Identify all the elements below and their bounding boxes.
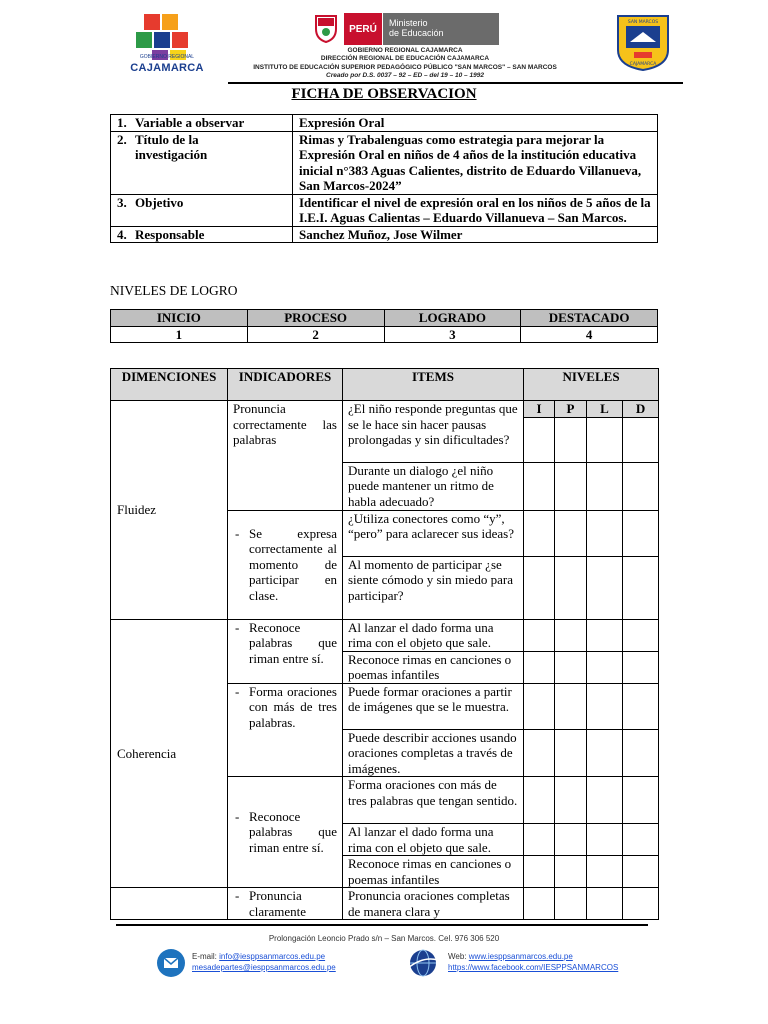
info-label: Variable a observar bbox=[135, 115, 245, 130]
indicator-cell bbox=[228, 619, 343, 683]
dimension-fluidez: Fluidez bbox=[111, 401, 228, 620]
header-line-3: INSTITUTO DE EDUCACIÓN SUPERIOR PEDAGÓGICO PÚBLICO "SAN MARCOS" – SAN MARCOS bbox=[253, 64, 557, 71]
header-line-1: GOBIERNO REGIONAL CAJAMARCA bbox=[347, 47, 463, 54]
header-line-4: Creado por D.S. 0037 – 92 – ED – del 19 – 10 – 1992 bbox=[326, 72, 484, 79]
check-cell bbox=[623, 824, 659, 856]
check-cell bbox=[524, 651, 555, 683]
item-cell: Reconoce rimas en canciones o poemas infantiles bbox=[343, 856, 524, 888]
peru-shield-icon bbox=[312, 13, 340, 43]
item-cell: Durante un dialogo ¿el niño puede mantener un ritmo de habla adecuado? bbox=[343, 462, 524, 510]
indicator-text: Reconoce palabras que riman entre sí. bbox=[249, 808, 337, 855]
check-cell bbox=[555, 729, 587, 777]
info-value: Expresión Oral bbox=[293, 115, 658, 132]
check-cell bbox=[587, 619, 623, 651]
check-cell bbox=[587, 651, 623, 683]
check-cell bbox=[623, 510, 659, 556]
indicator-text: Se expresa correctamente al momento de participar en clase. bbox=[249, 525, 337, 603]
level-value: 1 bbox=[111, 326, 248, 343]
info-value: Sanchez Muñoz, Jose Wilmer bbox=[293, 226, 658, 243]
level-header: INICIO bbox=[111, 310, 248, 327]
ministry-label-line1: Ministerio bbox=[389, 18, 428, 28]
indicator-text: Pronuncia claramente bbox=[249, 888, 307, 919]
info-value: Rimas y Trabalenguas como estrategia para mejorar la Expresión Oral en niños de 4 años de la institución educativa inicial n°383 Aguas Calientes, distrito de Eduardo Villanueva, San Marcos-2024” bbox=[293, 131, 658, 194]
indicator-cell bbox=[228, 777, 343, 888]
info-label: Objetivo bbox=[135, 194, 184, 210]
cajamarca-sub-label: GOBIERNO REGIONAL bbox=[139, 54, 195, 60]
item-cell: ¿Utiliza conectores como “y”, “pero” para aclarecer sus ideas? bbox=[343, 510, 524, 556]
check-cell bbox=[524, 556, 555, 619]
info-row bbox=[111, 131, 658, 194]
check-cell bbox=[555, 417, 587, 462]
level-code-d: D bbox=[623, 401, 659, 418]
observation-table bbox=[110, 368, 659, 920]
item-cell: Al lanzar el dado forma una rima con el objeto que sale. bbox=[343, 619, 524, 651]
check-cell bbox=[555, 510, 587, 556]
dimension-coherencia: Coherencia bbox=[111, 619, 228, 888]
item-cell: Forma oraciones con más de tres palabras que tengan sentido. bbox=[343, 777, 524, 824]
check-cell bbox=[623, 683, 659, 729]
header-items: ITEMS bbox=[343, 369, 524, 401]
check-cell bbox=[623, 888, 659, 920]
globe-icon bbox=[406, 948, 440, 978]
indicator-dash: - bbox=[235, 683, 240, 699]
levels-table bbox=[110, 309, 658, 343]
check-cell bbox=[524, 510, 555, 556]
header-dimensions: DIMENCIONES bbox=[111, 369, 228, 401]
check-cell bbox=[623, 619, 659, 651]
indicator-dash: - bbox=[235, 619, 240, 635]
email-label: E-mail: bbox=[192, 952, 217, 961]
indicator-dash: - bbox=[235, 525, 240, 541]
check-cell bbox=[555, 683, 587, 729]
header-indicators: INDICADORES bbox=[228, 369, 343, 401]
info-num: 2. bbox=[117, 131, 127, 147]
check-cell bbox=[587, 729, 623, 777]
info-row bbox=[111, 115, 658, 132]
info-label: Responsable bbox=[135, 226, 205, 242]
dimension-empty bbox=[111, 888, 228, 920]
info-table bbox=[110, 114, 658, 243]
check-cell bbox=[555, 777, 587, 824]
indicator-dash: - bbox=[235, 808, 240, 824]
check-cell bbox=[555, 619, 587, 651]
institute-crest-icon bbox=[614, 12, 672, 72]
check-cell bbox=[555, 556, 587, 619]
document-title: FICHA DE OBSERVACION bbox=[291, 86, 477, 102]
check-cell bbox=[524, 619, 555, 651]
check-cell bbox=[555, 856, 587, 888]
level-code-i: I bbox=[524, 401, 555, 418]
web-link-site[interactable]: www.iesppsanmarcos.edu.pe bbox=[468, 952, 573, 961]
check-cell bbox=[555, 651, 587, 683]
check-cell bbox=[524, 888, 555, 920]
item-cell: ¿El niño responde preguntas que se le hace sin hacer pausas prolongadas y sin dificultades? bbox=[343, 401, 524, 463]
check-cell bbox=[555, 462, 587, 510]
ministry-label-line2: de Educación bbox=[389, 28, 444, 38]
item-cell: Al momento de participar ¿se siente cómodo y sin miedo para participar? bbox=[343, 556, 524, 619]
check-cell bbox=[555, 888, 587, 920]
cajamarca-logo-text: CAJAMARCA bbox=[130, 62, 204, 74]
check-cell bbox=[587, 824, 623, 856]
footer-rule bbox=[116, 924, 648, 926]
peru-label: PERÚ bbox=[344, 13, 382, 45]
indicator-cell bbox=[228, 683, 343, 777]
check-cell bbox=[524, 729, 555, 777]
info-num: 3. bbox=[117, 194, 127, 210]
item-cell: Puede describir acciones usando oraciones completas a través de imágenes. bbox=[343, 729, 524, 777]
check-cell bbox=[587, 777, 623, 824]
web-link-facebook[interactable]: https://www.facebook.com/IESPPSANMARCOS bbox=[448, 963, 619, 972]
mail-icon bbox=[156, 948, 186, 978]
header-levels: NIVELES bbox=[524, 369, 659, 401]
footer-email-block bbox=[192, 951, 336, 973]
check-cell bbox=[587, 556, 623, 619]
info-label: Título de la investigación bbox=[135, 131, 208, 162]
email-link-mesadepartes[interactable]: mesadepartes@iesppsanmarcos.edu.pe bbox=[192, 963, 336, 972]
check-cell bbox=[623, 651, 659, 683]
check-cell bbox=[524, 417, 555, 462]
email-link-info[interactable]: info@iesppsanmarcos.edu.pe bbox=[219, 952, 326, 961]
indicator-dash: - bbox=[235, 888, 240, 903]
check-cell bbox=[623, 417, 659, 462]
level-header: PROCESO bbox=[247, 310, 384, 327]
indicator-cell: Pronuncia correctamente las palabras bbox=[228, 401, 343, 511]
check-cell bbox=[587, 888, 623, 920]
info-value: Identificar el nivel de expresión oral en los niños de 5 años de la I.E.I. Aguas Calientas – Eduardo Villanueva – San Marcos. bbox=[293, 194, 658, 226]
check-cell bbox=[587, 462, 623, 510]
level-code-p: P bbox=[555, 401, 587, 418]
check-cell bbox=[587, 856, 623, 888]
item-cell: Puede formar oraciones a partir de imágenes que se le muestra. bbox=[343, 683, 524, 729]
info-row bbox=[111, 226, 658, 243]
level-value: 2 bbox=[247, 326, 384, 343]
indicator-cell bbox=[228, 510, 343, 619]
check-cell bbox=[587, 683, 623, 729]
ministry-label bbox=[383, 13, 499, 45]
info-num: 4. bbox=[117, 226, 127, 242]
level-code-l: L bbox=[587, 401, 623, 418]
check-cell bbox=[623, 556, 659, 619]
check-cell bbox=[555, 824, 587, 856]
check-cell bbox=[524, 824, 555, 856]
check-cell bbox=[623, 729, 659, 777]
check-cell bbox=[623, 462, 659, 510]
levels-title: NIVELES DE LOGRO bbox=[110, 283, 238, 298]
check-cell bbox=[623, 856, 659, 888]
check-cell bbox=[587, 510, 623, 556]
check-cell bbox=[524, 683, 555, 729]
header-rule bbox=[228, 82, 683, 84]
footer-web-block bbox=[448, 951, 618, 973]
info-row bbox=[111, 194, 658, 226]
indicator-text: Forma oraciones con más de tres palabras. bbox=[249, 683, 337, 730]
indicator-text: Reconoce palabras que riman entre sí. bbox=[249, 619, 337, 666]
check-cell bbox=[524, 462, 555, 510]
item-cell: Al lanzar el dado forma una rima con el objeto que sale. bbox=[343, 824, 524, 856]
level-value: 3 bbox=[384, 326, 521, 343]
crest-top-text: SAN MARCOS bbox=[627, 20, 659, 25]
check-cell bbox=[524, 856, 555, 888]
check-cell bbox=[623, 777, 659, 824]
item-cell: Pronuncia oraciones completas de manera clara y bbox=[343, 888, 524, 920]
level-header: LOGRADO bbox=[384, 310, 521, 327]
check-cell bbox=[587, 417, 623, 462]
web-label: Web: bbox=[448, 952, 467, 961]
check-cell bbox=[524, 777, 555, 824]
header-line-2: DIRECCIÓN REGIONAL DE EDUCACIÓN CAJAMARCA bbox=[320, 55, 490, 62]
level-value: 4 bbox=[521, 326, 658, 343]
crest-bottom-text: CAJAMARCA bbox=[629, 62, 657, 67]
level-header: DESTACADO bbox=[521, 310, 658, 327]
indicator-cell bbox=[228, 888, 343, 920]
info-num: 1. bbox=[117, 115, 127, 130]
item-cell: Reconoce rimas en canciones o poemas infantiles bbox=[343, 651, 524, 683]
footer-address: Prolongación Leoncio Prado s/n – San Marcos. Cel. 976 306 520 bbox=[268, 934, 500, 943]
